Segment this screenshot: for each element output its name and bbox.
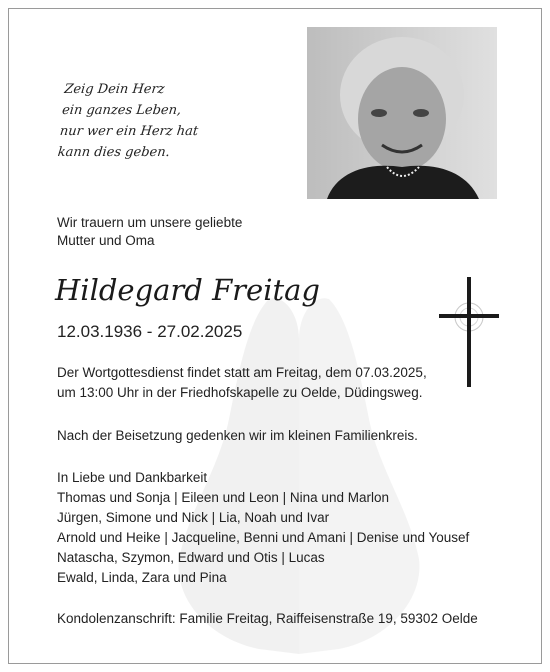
- deceased-name: Hildegard Freitag: [55, 273, 320, 307]
- life-dates: 12.03.1936 - 27.02.2025: [57, 322, 243, 341]
- intro-line-2: Mutter und Oma: [57, 233, 155, 248]
- motto-line: ein ganzes Leben,: [61, 103, 182, 118]
- portrait-image: [307, 27, 497, 199]
- service-info: [57, 363, 427, 403]
- burial-note: Nach der Beisetzung gedenken wir im kleinen Familienkreis.: [57, 428, 418, 443]
- handwritten-motto: [57, 79, 204, 163]
- cross-icon: [439, 277, 499, 387]
- mourners-heading: In Liebe und Dankbarkeit: [57, 470, 208, 485]
- mourner-line: Natascha, Szymon, Edward und Otis | Lucas: [57, 550, 325, 565]
- obituary-card: [8, 8, 542, 664]
- mourner-line: Thomas und Sonja | Eileen und Leon | Nina und Marlon: [57, 490, 389, 505]
- intro-line-1: Wir trauern um unsere geliebte: [57, 215, 243, 230]
- motto-line: kann dies geben.: [56, 145, 171, 160]
- intro-text: [57, 214, 242, 250]
- motto-line: nur wer ein Herz hat: [59, 124, 199, 139]
- mourners-list: [57, 468, 469, 588]
- mourner-line: Ewald, Linda, Zara und Pina: [57, 570, 227, 585]
- mourner-line: Jürgen, Simone und Nick | Lia, Noah und Ivar: [57, 510, 330, 525]
- motto-line: Zeig Dein Herz: [63, 82, 166, 97]
- portrait-photo: [307, 27, 497, 199]
- condolence-address: Kondolenzanschrift: Familie Freitag, Raiffeisenstraße 19, 59302 Oelde: [57, 611, 478, 626]
- service-line-2: um 13:00 Uhr in der Friedhofskapelle zu Oelde, Düdingsweg.: [57, 385, 423, 400]
- mourner-line: Arnold und Heike | Jacqueline, Benni und Amani | Denise und Yousef: [57, 530, 470, 545]
- service-line-1: Der Wortgottesdienst findet statt am Freitag, dem 07.03.2025,: [57, 365, 427, 380]
